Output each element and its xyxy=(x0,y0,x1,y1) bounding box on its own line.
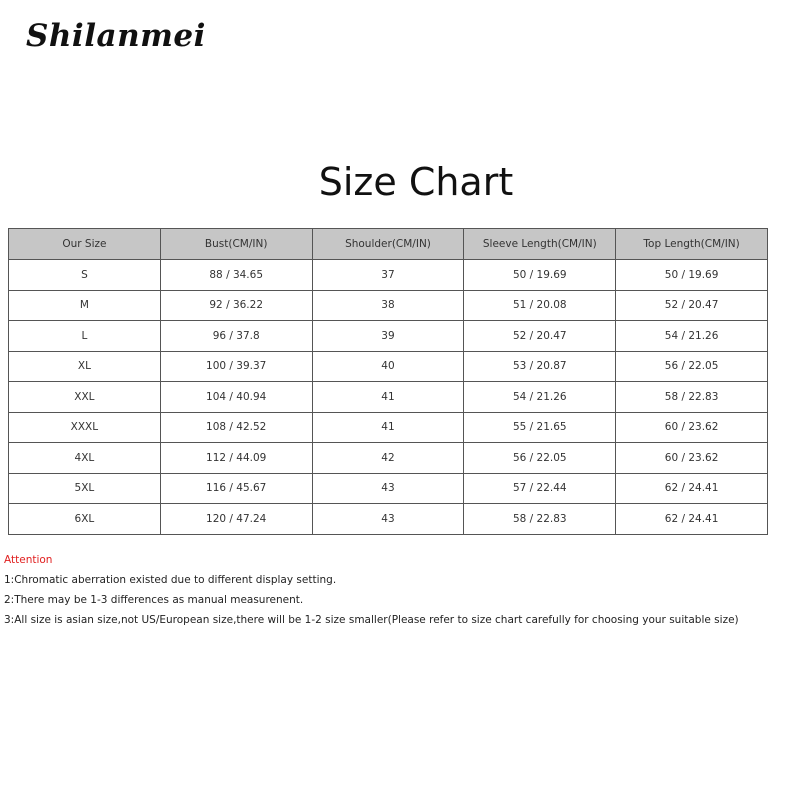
cell-shoulder: 41 xyxy=(312,412,464,443)
cell-size: 5XL xyxy=(9,473,161,504)
cell-shoulder: 39 xyxy=(312,321,464,352)
cell-size: 6XL xyxy=(9,504,161,535)
table-row xyxy=(9,351,768,382)
column-header-size: Our Size xyxy=(9,229,161,260)
table-row xyxy=(9,290,768,321)
table-row xyxy=(9,443,768,474)
cell-top-length: 62 / 24.41 xyxy=(616,504,768,535)
cell-bust: 120 / 47.24 xyxy=(160,504,312,535)
brand-logo: Shilanmei xyxy=(26,18,206,54)
cell-sleeve-length: 54 / 21.26 xyxy=(464,382,616,413)
cell-bust: 100 / 39.37 xyxy=(160,351,312,382)
cell-sleeve-length: 53 / 20.87 xyxy=(464,351,616,382)
cell-sleeve-length: 52 / 20.47 xyxy=(464,321,616,352)
cell-sleeve-length: 56 / 22.05 xyxy=(464,443,616,474)
cell-size: 4XL xyxy=(9,443,161,474)
table-row xyxy=(9,412,768,443)
cell-bust: 112 / 44.09 xyxy=(160,443,312,474)
cell-shoulder: 37 xyxy=(312,260,464,291)
cell-sleeve-length: 51 / 20.08 xyxy=(464,290,616,321)
note-item: 2:There may be 1-3 differences as manual measurenent. xyxy=(4,594,304,606)
cell-shoulder: 43 xyxy=(312,473,464,504)
table-row xyxy=(9,473,768,504)
cell-top-length: 60 / 23.62 xyxy=(616,443,768,474)
cell-bust: 116 / 45.67 xyxy=(160,473,312,504)
cell-bust: 108 / 42.52 xyxy=(160,412,312,443)
cell-top-length: 50 / 19.69 xyxy=(616,260,768,291)
cell-top-length: 60 / 23.62 xyxy=(616,412,768,443)
cell-size: XL xyxy=(9,351,161,382)
table-row xyxy=(9,382,768,413)
note-item: 1:Chromatic aberration existed due to different display setting. xyxy=(4,574,337,586)
cell-shoulder: 38 xyxy=(312,290,464,321)
cell-bust: 104 / 40.94 xyxy=(160,382,312,413)
table-header-row xyxy=(9,229,768,260)
cell-sleeve-length: 55 / 21.65 xyxy=(464,412,616,443)
column-header-top-length: Top Length(CM/IN) xyxy=(616,229,768,260)
cell-size: L xyxy=(9,321,161,352)
notes-section xyxy=(4,553,798,633)
cell-size: XXXL xyxy=(9,412,161,443)
cell-shoulder: 40 xyxy=(312,351,464,382)
page-title: Size Chart xyxy=(318,160,514,204)
table-row xyxy=(9,321,768,352)
cell-sleeve-length: 57 / 22.44 xyxy=(464,473,616,504)
cell-size: S xyxy=(9,260,161,291)
cell-bust: 96 / 37.8 xyxy=(160,321,312,352)
note-item: 3:All size is asian size,not US/European size,there will be 1-2 size smaller(Please refer to size chart carefully for choosing your suitable size) xyxy=(4,614,739,626)
cell-size: XXL xyxy=(9,382,161,413)
cell-sleeve-length: 50 / 19.69 xyxy=(464,260,616,291)
column-header-shoulder: Shoulder(CM/IN) xyxy=(312,229,464,260)
cell-bust: 88 / 34.65 xyxy=(160,260,312,291)
cell-size: M xyxy=(9,290,161,321)
cell-sleeve-length: 58 / 22.83 xyxy=(464,504,616,535)
cell-shoulder: 43 xyxy=(312,504,464,535)
cell-top-length: 56 / 22.05 xyxy=(616,351,768,382)
attention-heading: Attention xyxy=(4,554,53,566)
column-header-sleeve-length: Sleeve Length(CM/IN) xyxy=(464,229,616,260)
cell-top-length: 62 / 24.41 xyxy=(616,473,768,504)
cell-top-length: 58 / 22.83 xyxy=(616,382,768,413)
cell-shoulder: 41 xyxy=(312,382,464,413)
size-chart-table xyxy=(8,228,768,535)
cell-bust: 92 / 36.22 xyxy=(160,290,312,321)
table-row xyxy=(9,504,768,535)
column-header-bust: Bust(CM/IN) xyxy=(160,229,312,260)
cell-top-length: 52 / 20.47 xyxy=(616,290,768,321)
cell-top-length: 54 / 21.26 xyxy=(616,321,768,352)
cell-shoulder: 42 xyxy=(312,443,464,474)
table-row xyxy=(9,260,768,291)
